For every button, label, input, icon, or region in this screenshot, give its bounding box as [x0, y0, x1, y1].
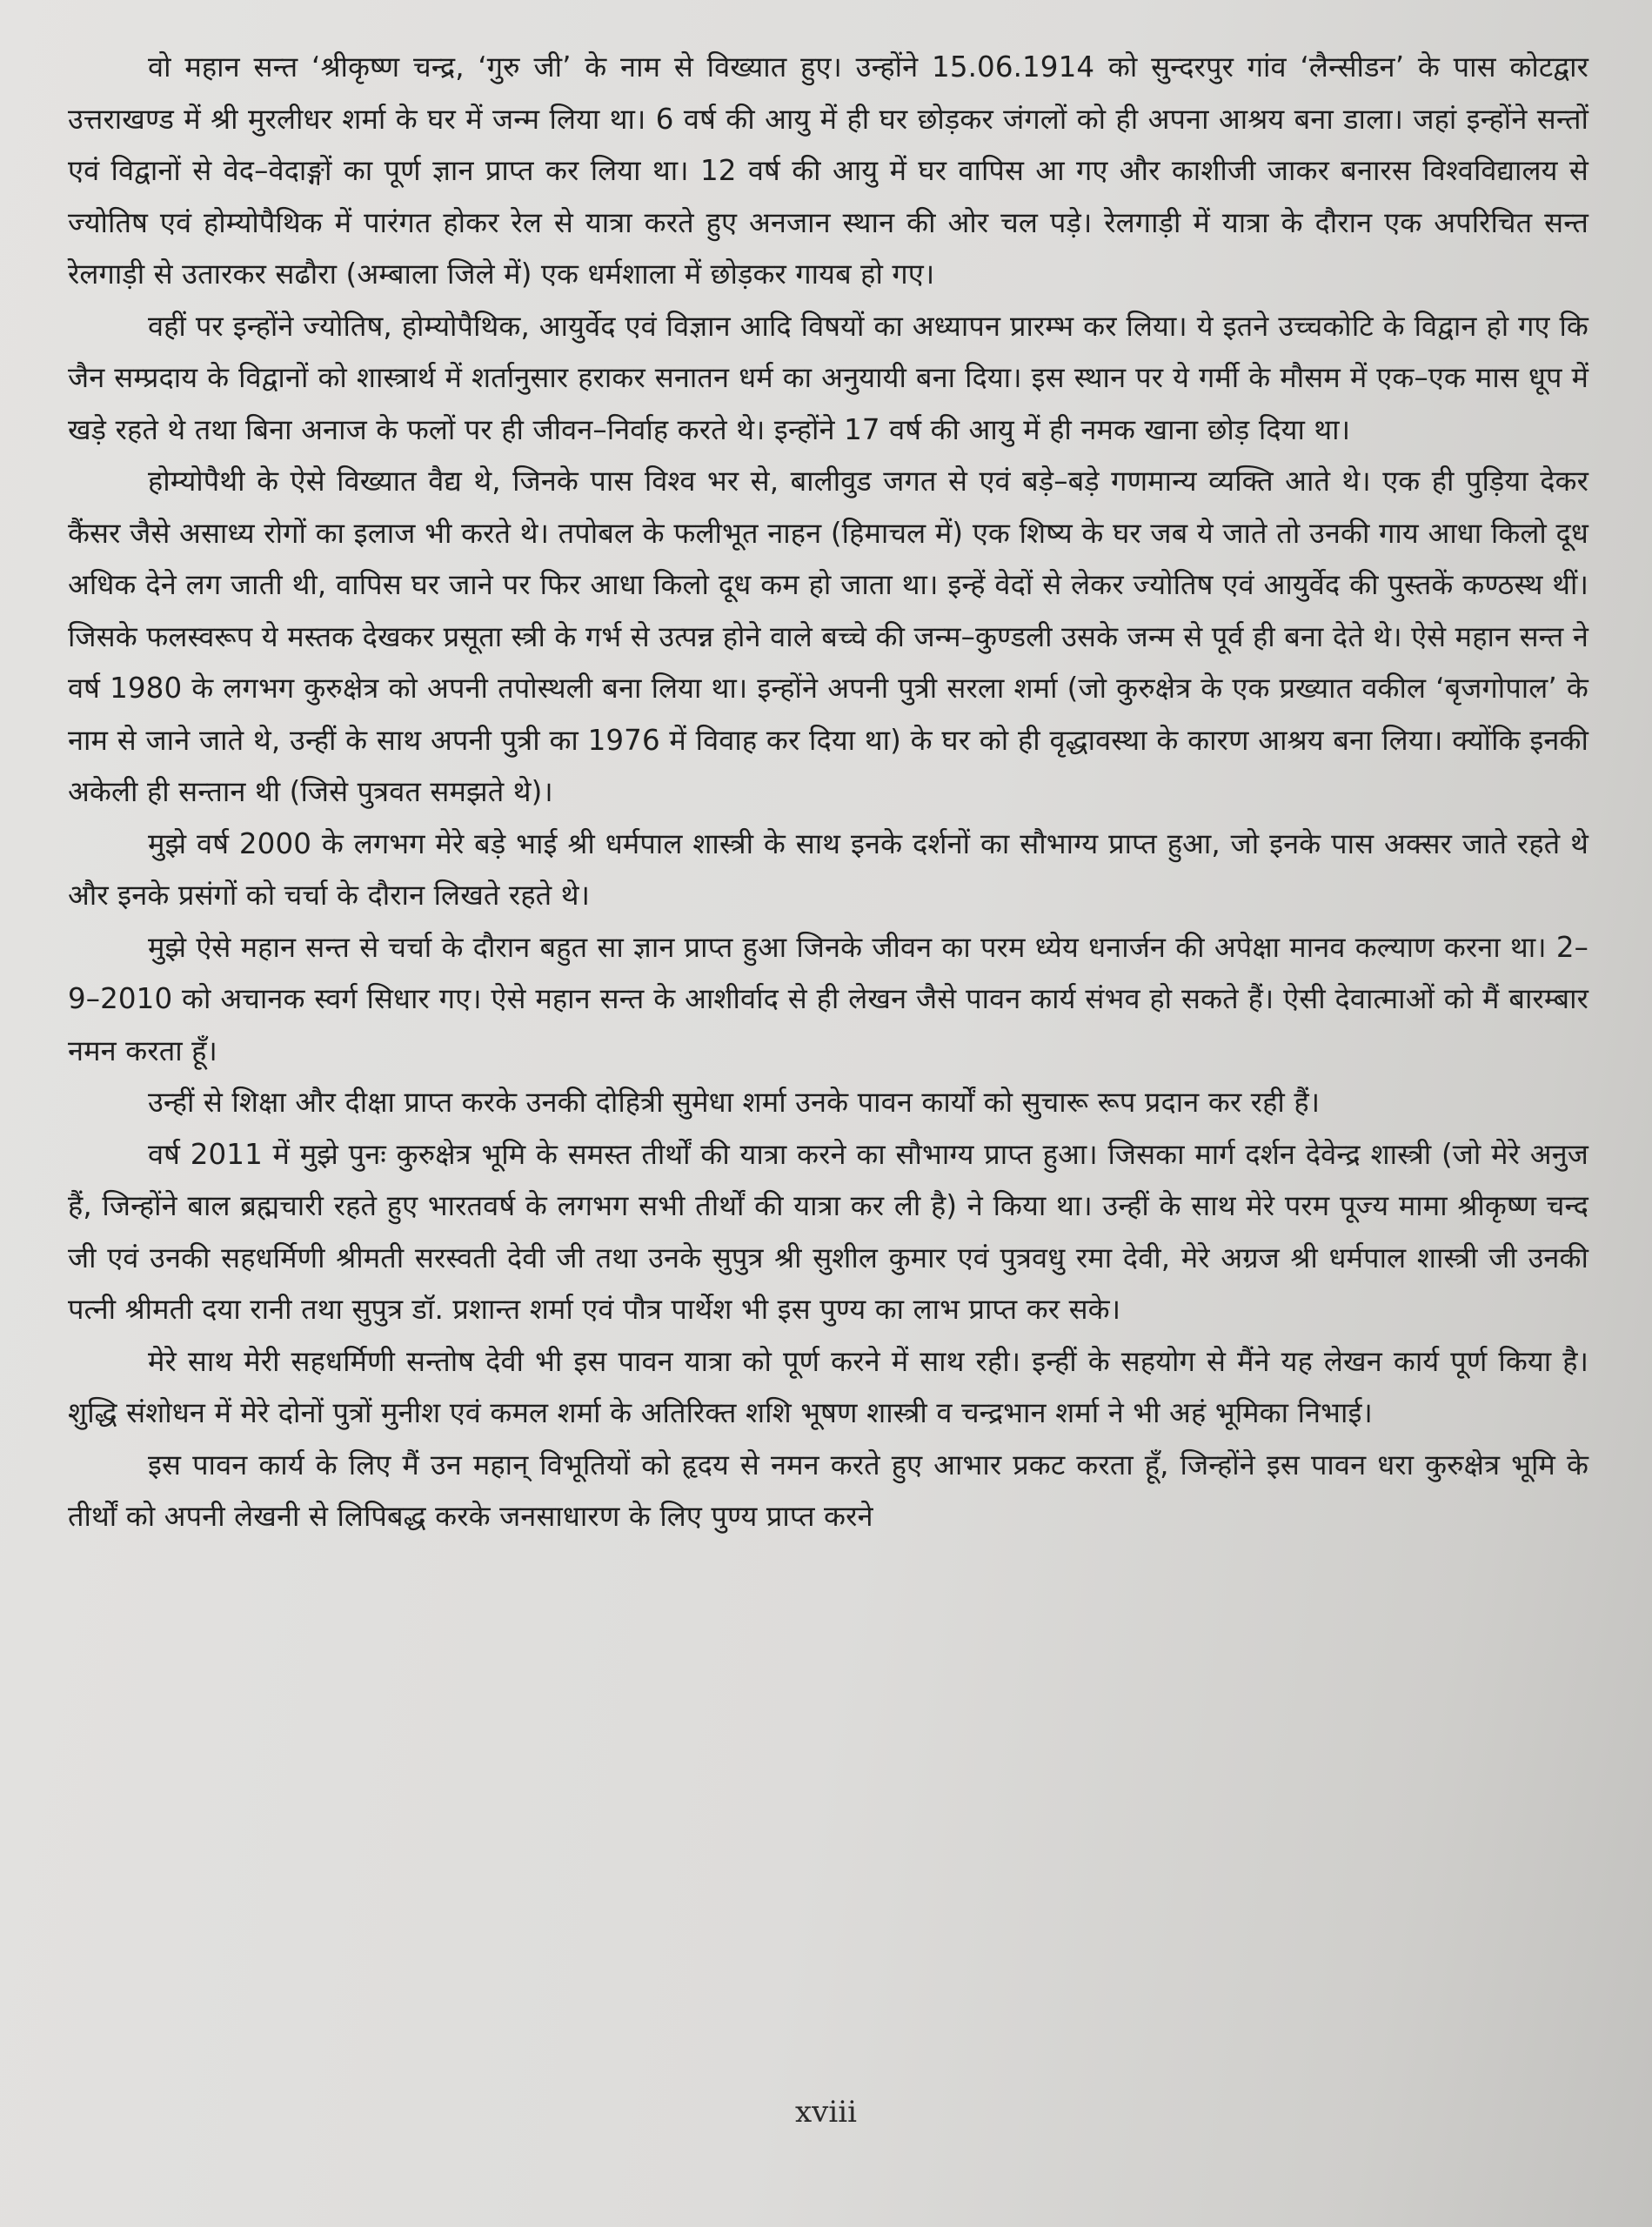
body-text [68, 42, 1588, 1543]
paragraph-9: इस पावन कार्य के लिए मैं उन महान् विभूतियों को हृदय से नमन करते हुए आभार प्रकट करता हूँ, जिन्होंने इस पावन धरा कुरुक्षेत्र भूमि के तीर्थों को अपनी लेखनी से लिपिबद्ध करके जनसाधारण के लिए पुण्य प्राप्त करने [68, 1448, 1588, 1533]
paragraph-8: मेरे साथ मेरी सहधर्मिणी सन्तोष देवी भी इस पावन यात्रा को पूर्ण करने में साथ रही। इन्हीं के सहयोग से मैंने यह लेखन कार्य पूर्ण किया है। शुद्धि संशोधन में मेरे दोनों पुत्रों मुनीश एवं कमल शर्मा के अतिरिक्त शशि भूषण शास्त्री व चन्द्रभान शर्मा ने भी अहं भूमिका निभाई। [68, 1344, 1588, 1429]
paragraph-1: वो महान सन्त ‘श्रीकृष्ण चन्द्र, ‘गुरु जी’ के नाम से विख्यात हुए। उन्होंने 15.06.1914 को सुन्दरपुर गांव ‘लैन्सीडन’ के पास कोटद्वार उत्तराखण्ड में श्री मुरलीधर शर्मा के घर में जन्म लिया था। 6 वर्ष की आयु में ही घर छोड़कर जंगलों को ही अपना आश्रय बना डाला। जहां इन्होंने सन्तों एवं विद्वानों से वेद–वेदाङ्गों का पूर्ण ज्ञान प्राप्त कर लिया था। 12 वर्ष की आयु में घर वापिस आ गए और काशीजी जाकर बनारस विश्वविद्यालय से ज्योतिष एवं होम्योपैथिक में पारंगत होकर रेल से यात्रा करते हुए अनजान स्थान की ओर चल पड़े। रेलगाड़ी में यात्रा के दौरान एक अपरिचित सन्त रेलगाड़ी से उतारकर सढौरा (अम्बाला जिले में) एक धर्मशाला में छोड़कर गायब हो गए। [68, 50, 1588, 291]
paragraph-5: मुझे ऐसे महान सन्त से चर्चा के दौरान बहुत सा ज्ञान प्राप्त हुआ जिनके जीवन का परम ध्येय धनार्जन की अपेक्षा मानव कल्याण करना था। 2–9–2010 को अचानक स्वर्ग सिधार गए। ऐसे महान सन्त के आशीर्वाद से ही लेखन जैसे पावन कार्य संभव हो सकते हैं। ऐसी देवात्माओं को मैं बारम्बार नमन करता हूँ। [68, 930, 1588, 1067]
paragraph-2: वहीं पर इन्होंने ज्योतिष, होम्योपैथिक, आयुर्वेद एवं विज्ञान आदि विषयों का अध्यापन प्रारम्भ कर लिया। ये इतने उच्चकोटि के विद्वान हो गए कि जैन सम्प्रदाय के विद्वानों को शास्त्रार्थ में शर्तानुसार हराकर सनातन धर्म का अनुयायी बना दिया। इस स्थान पर ये गर्मी के मौसम में एक–एक मास धूप में खड़े रहते थे तथा बिना अनाज के फलों पर ही जीवन–निर्वाह करते थे। इन्होंने 17 वर्ष की आयु में ही नमक खाना छोड़ दिया था। [68, 309, 1588, 446]
paragraph-7: वर्ष 2011 में मुझे पुनः कुरुक्षेत्र भूमि के समस्त तीर्थों की यात्रा करने का सौभाग्य प्राप्त हुआ। जिसका मार्ग दर्शन देवेन्द्र शास्त्री (जो मेरे अनुज हैं, जिन्होंने बाल ब्रह्मचारी रहते हुए भारतवर्ष के लगभग सभी तीर्थों की यात्रा कर ली है) ने किया था। उन्हीं के साथ मेरे परम पूज्य मामा श्रीकृष्ण चन्द जी एवं उनकी सहधर्मिणी श्रीमती सरस्वती देवी जी तथा उनके सुपुत्र श्री सुशील कुमार एवं पुत्रवधु रमा देवी, मेरे अग्रज श्री धर्मपाल शास्त्री जी उनकी पत्नी श्रीमती दया रानी तथा सुपुत्र डॉ. प्रशान्त शर्मा एवं पौत्र पार्थेश भी इस पुण्य का लाभ प्राप्त कर सके। [68, 1137, 1588, 1326]
page-number: xviii [794, 2095, 857, 2130]
paragraph-3: होम्योपैथी के ऐसे विख्यात वैद्य थे, जिनके पास विश्व भर से, बालीवुड जगत से एवं बड़े–बड़े गणमान्य व्यक्ति आते थे। एक ही पुड़िया देकर कैंसर जैसे असाध्य रोगों का इलाज भी करते थे। तपोबल के फलीभूत नाहन (हिमाचल में) एक शिष्य के घर जब ये जाते तो उनकी गाय आधा किलो दूध अधिक देने लग जाती थी, वापिस घर जाने पर फिर आधा किलो दूध कम हो जाता था। इन्हें वेदों से लेकर ज्योतिष एवं आयुर्वेद की पुस्तकें कण्ठस्थ थीं। जिसके फलस्वरूप ये मस्तक देखकर प्रसूता स्त्री के गर्भ से उत्पन्न होने वाले बच्चे की जन्म–कुण्डली उसके जन्म से पूर्व ही बना देते थे। ऐसे महान सन्त ने वर्ष 1980 के लगभग कुरुक्षेत्र को अपनी तपोस्थली बना लिया था। इन्होंने अपनी पुत्री सरला शर्मा (जो कुरुक्षेत्र के एक प्रख्यात वकील ‘बृजगोपाल’ के नाम से जाने जाते थे, उन्हीं के साथ अपनी पुत्री का 1976 में विवाह कर दिया था) के घर को ही वृद्धावस्था के कारण आश्रय बना लिया। क्योंकि इनकी अकेली ही सन्तान थी (जिसे पुत्रवत समझते थे)। [68, 465, 1589, 808]
paragraph-6: उन्हीं से शिक्षा और दीक्षा प्राप्त करके उनकी दोहित्री सुमेधा शर्मा उनके पावन कार्यों को सुचारू रूप प्रदान कर रही हैं। [148, 1086, 1321, 1119]
paragraph-4: मुझे वर्ष 2000 के लगभग मेरे बड़े भाई श्री धर्मपाल शास्त्री के साथ इनके दर्शनों का सौभाग्य प्राप्त हुआ, जो इनके पास अक्सर जाते रहते थे और इनके प्रसंगों को चर्चा के दौरान लिखते रहते थे। [68, 826, 1588, 912]
